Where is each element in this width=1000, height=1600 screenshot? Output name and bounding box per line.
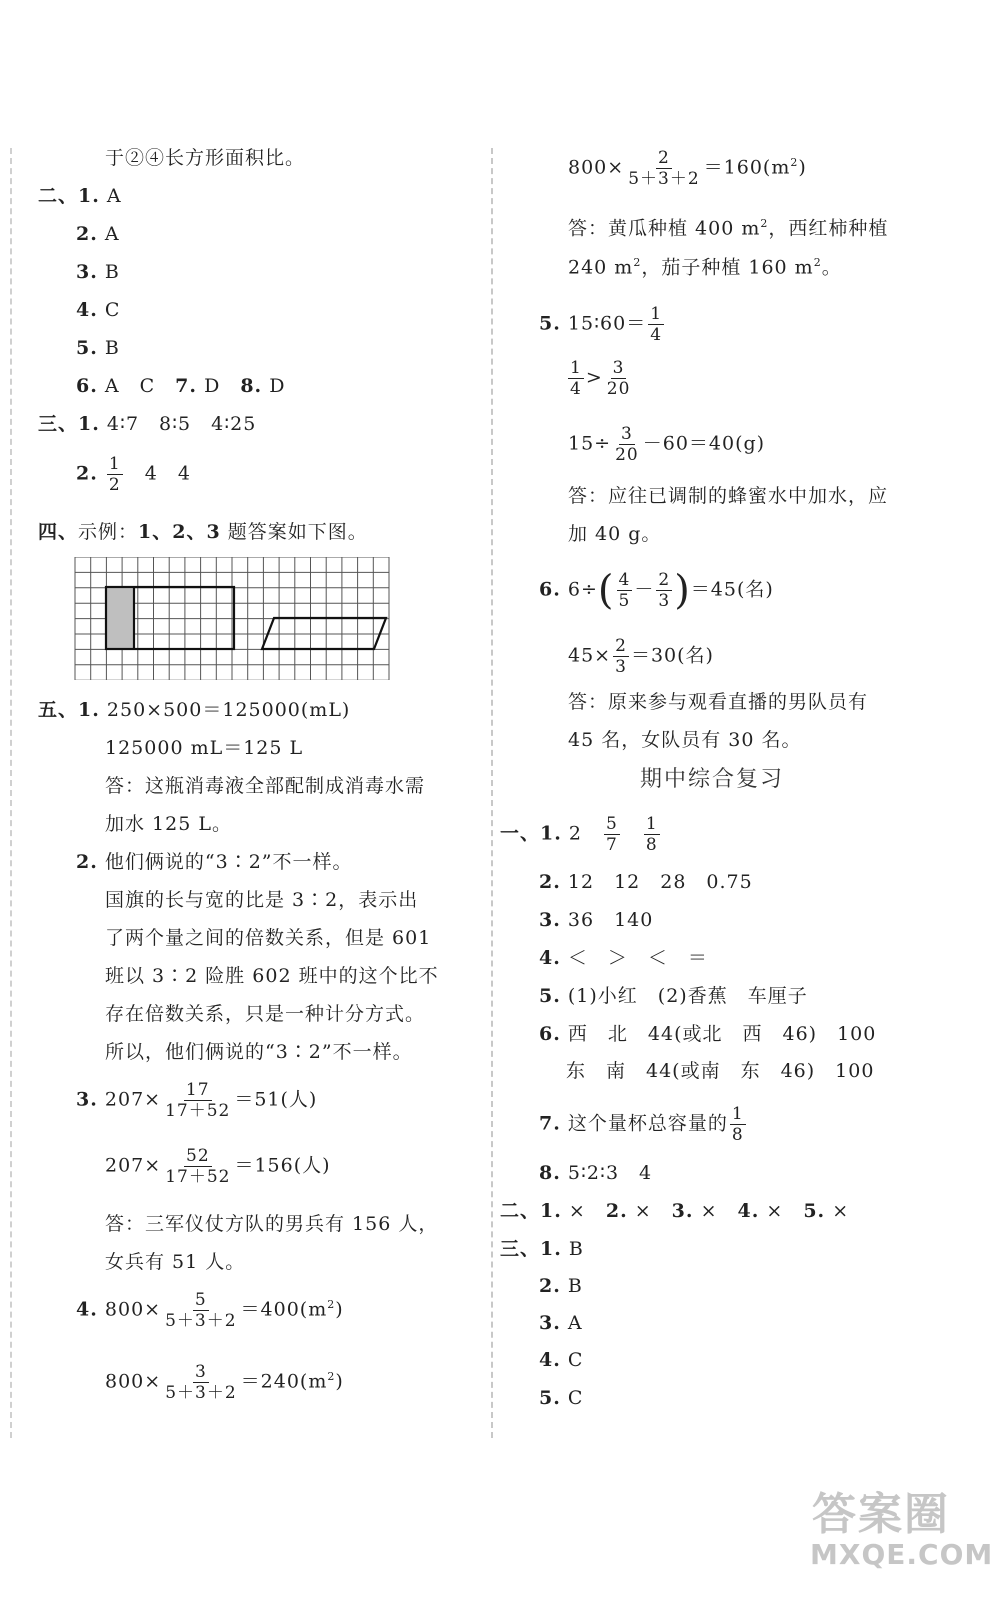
column-divider [491, 148, 493, 1438]
right-item-5-e: 加 40 g。 [568, 523, 662, 545]
right-s1-item-4: 4. ＜ ＞ ＜ ＝ [539, 947, 708, 969]
right-item-5-d: 答：应往已调制的蜂蜜水中加水，应 [568, 485, 889, 507]
section-5-item-2-a: 2. 他们俩说的“3∶2”不一样。 [76, 851, 353, 873]
section-2-item-1: 二、1. A [38, 185, 122, 207]
section-3-item-1: 三、1. 4∶7 8∶5 4∶25 [38, 413, 257, 435]
section-title: 期中综合复习 [640, 767, 785, 792]
section-5-item-2-d: 班以 3∶2 险胜 602 班中的这个比不 [105, 965, 439, 987]
grid-svg [74, 557, 390, 680]
right-s3-item-3: 3. A [539, 1312, 583, 1334]
right-s3-item-2: 2. B [539, 1275, 583, 1297]
right-item-6-b: 45× $\frac{2}{3}$ ＝30(名) [568, 636, 714, 677]
right-item-6-d: 45 名，女队员有 30 名。 [568, 729, 802, 751]
left-margin-line [10, 148, 12, 1438]
right-s1-item-8: 8. 5∶2∶3 4 [539, 1162, 653, 1184]
section-5-item-2-c: 了两个量之间的倍数关系，但是 601 [105, 927, 432, 949]
section-5-item-1-d: 加水 125 L。 [105, 813, 232, 835]
section-5-item-4-b: 800× $\frac{3}{5+3+2}$ $=240(m^2)$ [105, 1362, 344, 1403]
right-s2-line: 二、1. × 2. × 3. × 4. × 5. × [500, 1200, 850, 1222]
section-5-item-2-e: 存在倍数关系，只是一种计分方式。 [105, 1003, 426, 1025]
right-item-5-c: 15÷ $\frac{3}{20}$ －60＝40(g) [568, 424, 766, 465]
right-s3-item-1: 三、1. B [500, 1238, 584, 1260]
right-s3-item-5: 5. C [539, 1387, 584, 1409]
section-5-item-1-b: 125000 mL＝125 L [105, 737, 304, 759]
answer-grid-figure [74, 557, 390, 684]
right-answer-4b: 240 $m^2$，茄子种植 160 $m^2$。 [568, 256, 842, 279]
right-s3-item-4: 4. C [539, 1349, 584, 1371]
section-4-line: 四、示例：1、2、3 题答案如下图。 [38, 521, 368, 543]
section-5-item-3-a: 3. 207× $\frac{17}{17+52}$ ＝51(人) [76, 1080, 318, 1121]
section-5-item-2-b: 国旗的长与宽的比是 3∶2，表示出 [105, 889, 419, 911]
right-s1-item-6-a: 6. 西 北 44(或北 西 46) 100 [539, 1023, 877, 1045]
right-item-5-b: $\frac{1}{4}$ > $\frac{3}{20}$ [570, 358, 631, 399]
right-s1-item-3: 3. 36 140 [539, 909, 654, 931]
right-item-6-a: 6. 6÷( $\frac{4}{5}$ － $\frac{2}{3}$ )＝45(名) [539, 567, 774, 614]
section-5-item-3-b: 207× $\frac{52}{17+52}$ ＝156(人) [105, 1146, 331, 1187]
section-2-item-4: 4. C [76, 299, 121, 321]
section-5-item-2-f: 所以，他们俩说的“3∶2”不一样。 [105, 1041, 413, 1063]
right-line-1: 800× $\frac{2}{5+3+2}$ $=160(m^2)$ [568, 148, 807, 189]
section-5-item-3-d: 女兵有 51 人。 [105, 1251, 246, 1273]
right-s1-item-5: 5. (1)小红 (2)香蕉 车厘子 [539, 985, 808, 1007]
section-5-item-1-c: 答：这瓶消毒液全部配制成消毒水需 [105, 775, 426, 797]
section-5-item-4-a: 4. 800× $\frac{5}{5+3+2}$ $=400(m^2)$ [76, 1290, 344, 1331]
right-answer-4a: 答：黄瓜种植 400 $m^2$，西红柿种植 [568, 217, 889, 240]
watermark-url: MXQE.COM [810, 1538, 994, 1571]
section-5-item-3-c: 答：三军仪仗方队的男兵有 156 人， [105, 1213, 439, 1235]
watermark-logo: 答案圈 [812, 1489, 950, 1540]
section-2-item-2: 2. A [76, 223, 120, 245]
right-s1-item-7: 7. 这个量杯总容量的 $\frac{1}{8}$ [539, 1104, 744, 1145]
section-2-item-3: 3. B [76, 261, 120, 283]
continued-line: 于②④长方形面积比。 [105, 147, 306, 169]
section-2-item-6: 6. A C 7. D 8. D [76, 375, 286, 397]
section-3-item-2: 2. $\frac{1}{2}$ 4 4 [76, 454, 191, 495]
section-2-item-5: 5. B [76, 337, 120, 359]
shaded-rectangle [106, 587, 134, 649]
section-5-item-1-a: 五、1. 250×500＝125000(mL) [38, 699, 351, 721]
right-item-6-c: 答：原来参与观看直播的男队员有 [568, 691, 869, 713]
right-item-5-a: 5. 15∶60＝ $\frac{1}{4}$ [539, 304, 663, 345]
right-s1-item-2: 2. 12 12 28 0.75 [539, 871, 753, 893]
right-s1-item-6-b: 东 南 44(或南 东 46) 100 [566, 1060, 875, 1082]
right-s1-item-1: 一、1. 2 $\frac{5}{7}$ $\frac{1}{8}$ [500, 814, 658, 855]
